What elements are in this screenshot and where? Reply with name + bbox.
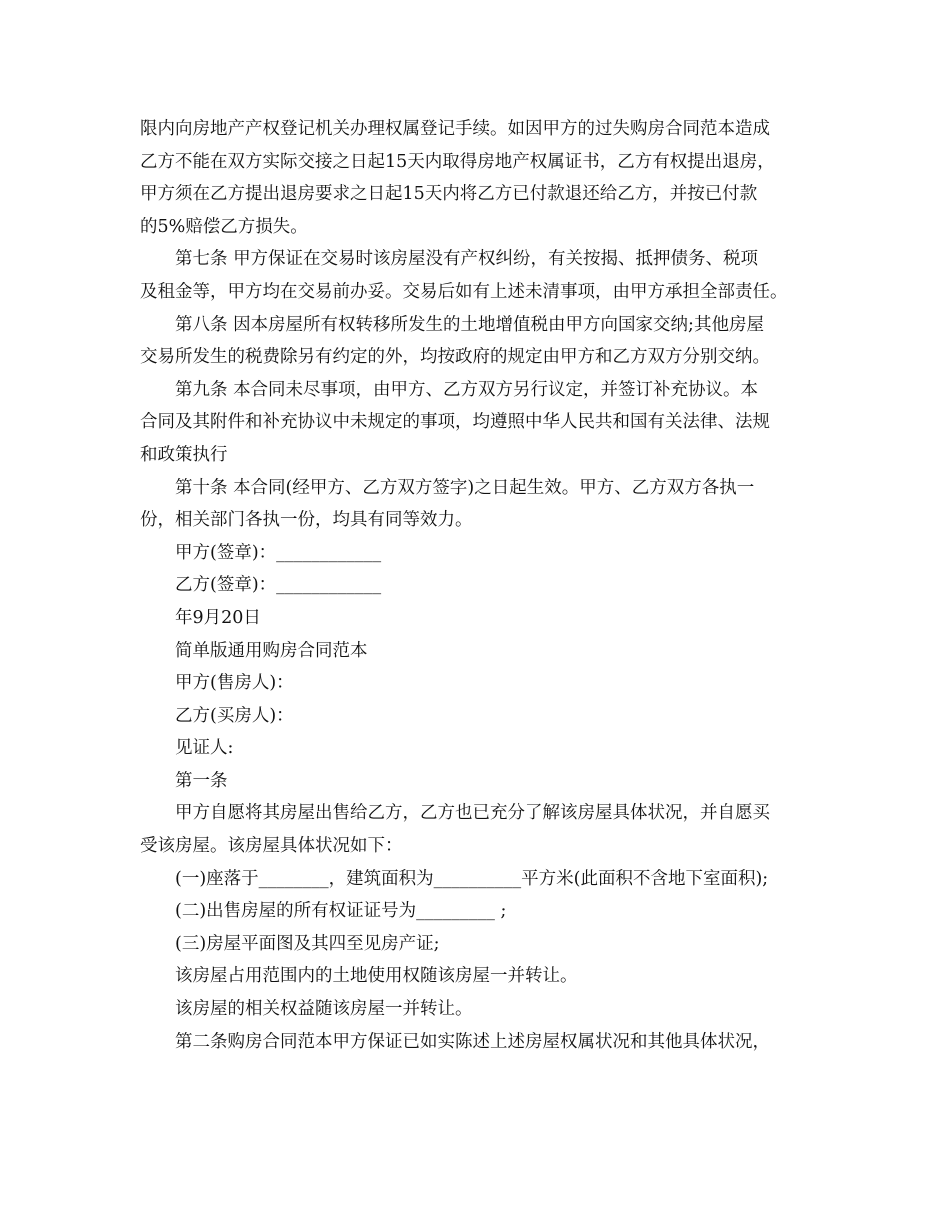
text-line: 乙方不能在双方实际交接之日起15天内取得房地产权属证书，乙方有权提出退房， <box>140 151 775 172</box>
text-line: 及租金等，甲方均在交易前办妥。交易后如有上述未清事项，由甲方承担全部责任。 <box>140 281 788 302</box>
paragraph-p16 <box>140 895 820 928</box>
text-line: 第二条购房合同范本甲方保证已如实陈述上述房屋权属状况和其他具体状况， <box>175 1031 770 1052</box>
text-line: 简单版通用购房合同范本 <box>175 640 368 661</box>
paragraph-p09 <box>140 635 820 668</box>
paragraph-p04 <box>140 374 820 472</box>
paragraph-p07 <box>140 569 820 602</box>
text-line: 的5%赔偿乙方损失。 <box>140 216 308 237</box>
text-line: 受该房屋。该房屋具体状况如下： <box>140 836 403 857</box>
text-line: (一)座落于________，建筑面积为__________平方米(此面积不含地下室面积); <box>175 868 769 889</box>
document-body <box>140 113 820 1058</box>
paragraph-p14 <box>140 797 820 862</box>
text-line: 乙方(买房人)： <box>175 705 294 726</box>
text-line: 年9月20日 <box>175 607 261 628</box>
paragraph-p17 <box>140 928 820 961</box>
paragraph-p19 <box>140 993 820 1026</box>
text-line: 限内向房地产产权登记机关办理权属登记手续。如因甲方的过失购房合同范本造成 <box>140 119 770 139</box>
paragraph-p11 <box>140 700 820 733</box>
text-line: 甲方须在乙方提出退房要求之日起15天内将乙方已付款退还给乙方，并按已付款 <box>140 184 758 205</box>
text-line: 第十条 本合同(经甲方、乙方双方签字)之日起生效。甲方、乙方双方各执一 <box>175 477 755 498</box>
text-line: 份，相关部门各执一份，均具有同等效力。 <box>140 510 473 531</box>
paragraph-p12 <box>140 732 820 765</box>
text-line: 第八条 因本房屋所有权转移所发生的土地增值税由甲方向国家交纳;其他房屋 <box>175 314 764 335</box>
text-line: 第七条 甲方保证在交易时该房屋没有产权纠纷，有关按揭、抵押债务、税项 <box>175 249 759 270</box>
paragraph-p13 <box>140 765 820 798</box>
text-line: 交易所发生的税费除另有约定的外，均按政府的规定由甲方和乙方双方分别交纳。 <box>140 347 770 368</box>
text-line: (二)出售房屋的所有权证证号为_________ ; <box>175 901 507 922</box>
text-line: 该房屋占用范围内的土地使用权随该房屋一并转让。 <box>175 966 578 987</box>
paragraph-p05 <box>140 472 820 537</box>
text-line: 和政策执行 <box>140 444 228 465</box>
paragraph-p10 <box>140 667 820 700</box>
text-line: 乙方(签章)：____________ <box>175 575 382 596</box>
paragraph-p15 <box>140 863 820 896</box>
paragraph-p01 <box>140 113 820 243</box>
text-line: 甲方自愿将其房屋出售给乙方，乙方也已充分了解该房屋具体状况，并自愿买 <box>175 803 770 824</box>
text-line: (三)房屋平面图及其四至见房产证; <box>175 933 440 954</box>
paragraph-p18 <box>140 960 820 993</box>
paragraph-p20 <box>140 1026 820 1059</box>
text-line: 合同及其附件和补充协议中未规定的事项，均遵照中华人民共和国有关法律、法规 <box>140 412 770 433</box>
paragraph-p03 <box>140 309 820 374</box>
text-line: 第九条 本合同未尽事项，由甲方、乙方双方另行议定，并签订补充协议。本 <box>175 379 759 400</box>
paragraph-p02 <box>140 243 820 308</box>
text-line: 该房屋的相关权益随该房屋一并转让。 <box>175 999 473 1020</box>
paragraph-p08 <box>140 602 820 635</box>
paragraph-p06 <box>140 537 820 570</box>
text-line: 见证人: <box>175 738 234 759</box>
text-line: 第一条 <box>175 770 228 791</box>
text-line: 甲方(售房人)： <box>175 673 294 694</box>
text-line: 甲方(签章)：____________ <box>175 542 382 563</box>
